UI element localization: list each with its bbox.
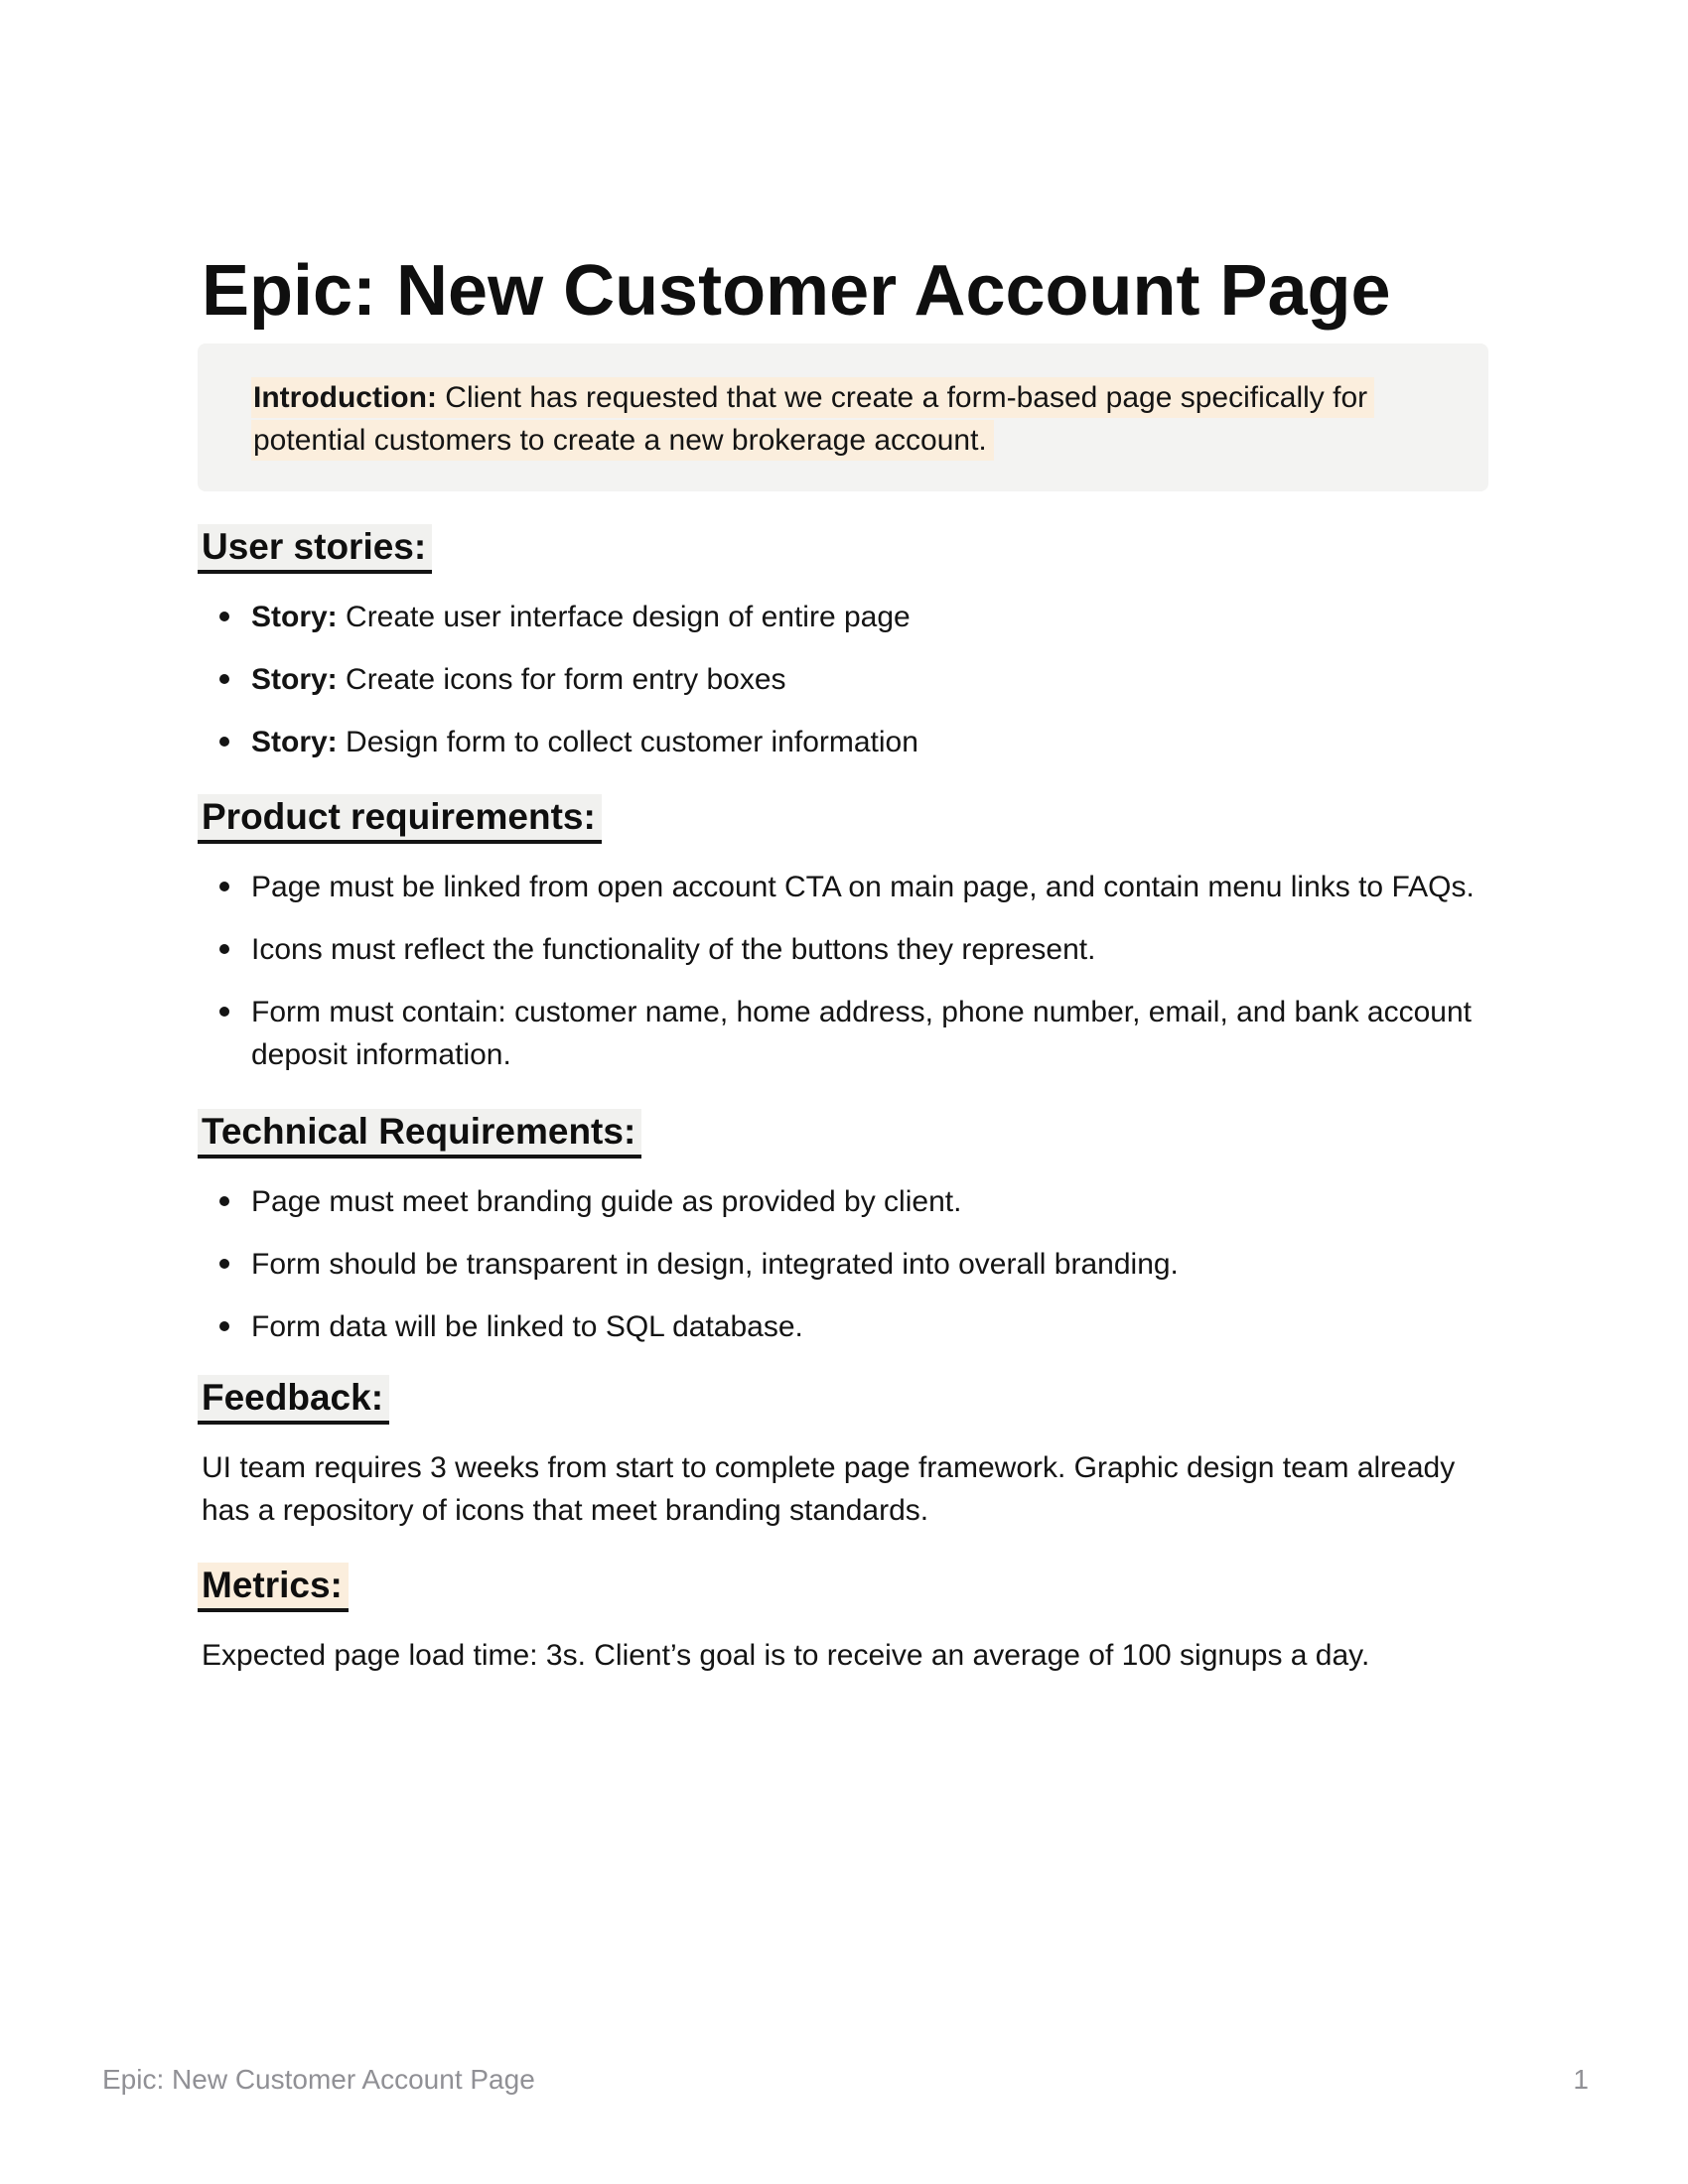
section-heading	[202, 524, 1492, 574]
list-item: Icons must reflect the functionality of the buttons they represent.	[202, 928, 1502, 971]
section-user-stories	[202, 524, 1492, 783]
section-metrics	[202, 1563, 1492, 1677]
section-technical-requirements	[202, 1109, 1492, 1368]
list-item: Page must be linked from open account CTA on main page, and contain menu links to FAQs.	[202, 866, 1502, 908]
section-heading	[202, 1109, 1492, 1159]
footer-document-title: Epic: New Customer Account Page	[102, 2064, 535, 2095]
introduction-callout	[198, 343, 1488, 491]
story-text: Create user interface design of entire page	[346, 601, 911, 633]
list-item	[202, 658, 1502, 701]
list-item	[202, 596, 1502, 638]
section-heading	[202, 1375, 1492, 1425]
user-stories-list	[202, 596, 1502, 763]
introduction-highlight	[251, 377, 1374, 461]
section-feedback	[202, 1375, 1492, 1532]
introduction-label: Introduction:	[253, 381, 437, 414]
story-label: Story:	[251, 663, 338, 696]
list-item: Form data will be linked to SQL database.	[202, 1305, 1502, 1348]
feedback-paragraph: UI team requires 3 weeks from start to complete page framework. Graphic design team already has a repository of icons that meet branding standards.	[202, 1451, 1456, 1527]
section-heading	[202, 794, 1492, 844]
story-label: Story:	[251, 726, 338, 758]
section-heading-text: Feedback:	[198, 1375, 389, 1425]
section-heading-text: Metrics:	[198, 1563, 349, 1612]
story-label: Story:	[251, 601, 338, 633]
section-heading-text: Technical Requirements:	[198, 1109, 641, 1159]
section-heading	[202, 1563, 1492, 1612]
story-text: Design form to collect customer information	[346, 726, 918, 758]
section-product-requirements	[202, 794, 1492, 1096]
list-item: Page must meet branding guide as provided by client.	[202, 1180, 1502, 1223]
page-title: Epic: New Customer Account Page	[202, 251, 1391, 332]
list-item: Form should be transparent in design, integrated into overall branding.	[202, 1243, 1502, 1286]
technical-requirements-list	[202, 1180, 1502, 1348]
list-item: Form must contain: customer name, home address, phone number, email, and bank account deposit information.	[202, 991, 1502, 1076]
metrics-paragraph: Expected page load time: 3s. Client’s goal is to receive an average of 100 signups a day.	[202, 1639, 1370, 1672]
product-requirements-list	[202, 866, 1502, 1076]
list-item	[202, 721, 1502, 763]
section-heading-text: Product requirements:	[198, 794, 602, 844]
story-text: Create icons for form entry boxes	[346, 663, 786, 696]
section-heading-text: User stories:	[198, 524, 432, 574]
footer-page-number: 1	[1573, 2064, 1589, 2095]
introduction-text: Client has requested that we create a form-based page specifically for potential customers to create a new brokerage account.	[253, 381, 1368, 457]
